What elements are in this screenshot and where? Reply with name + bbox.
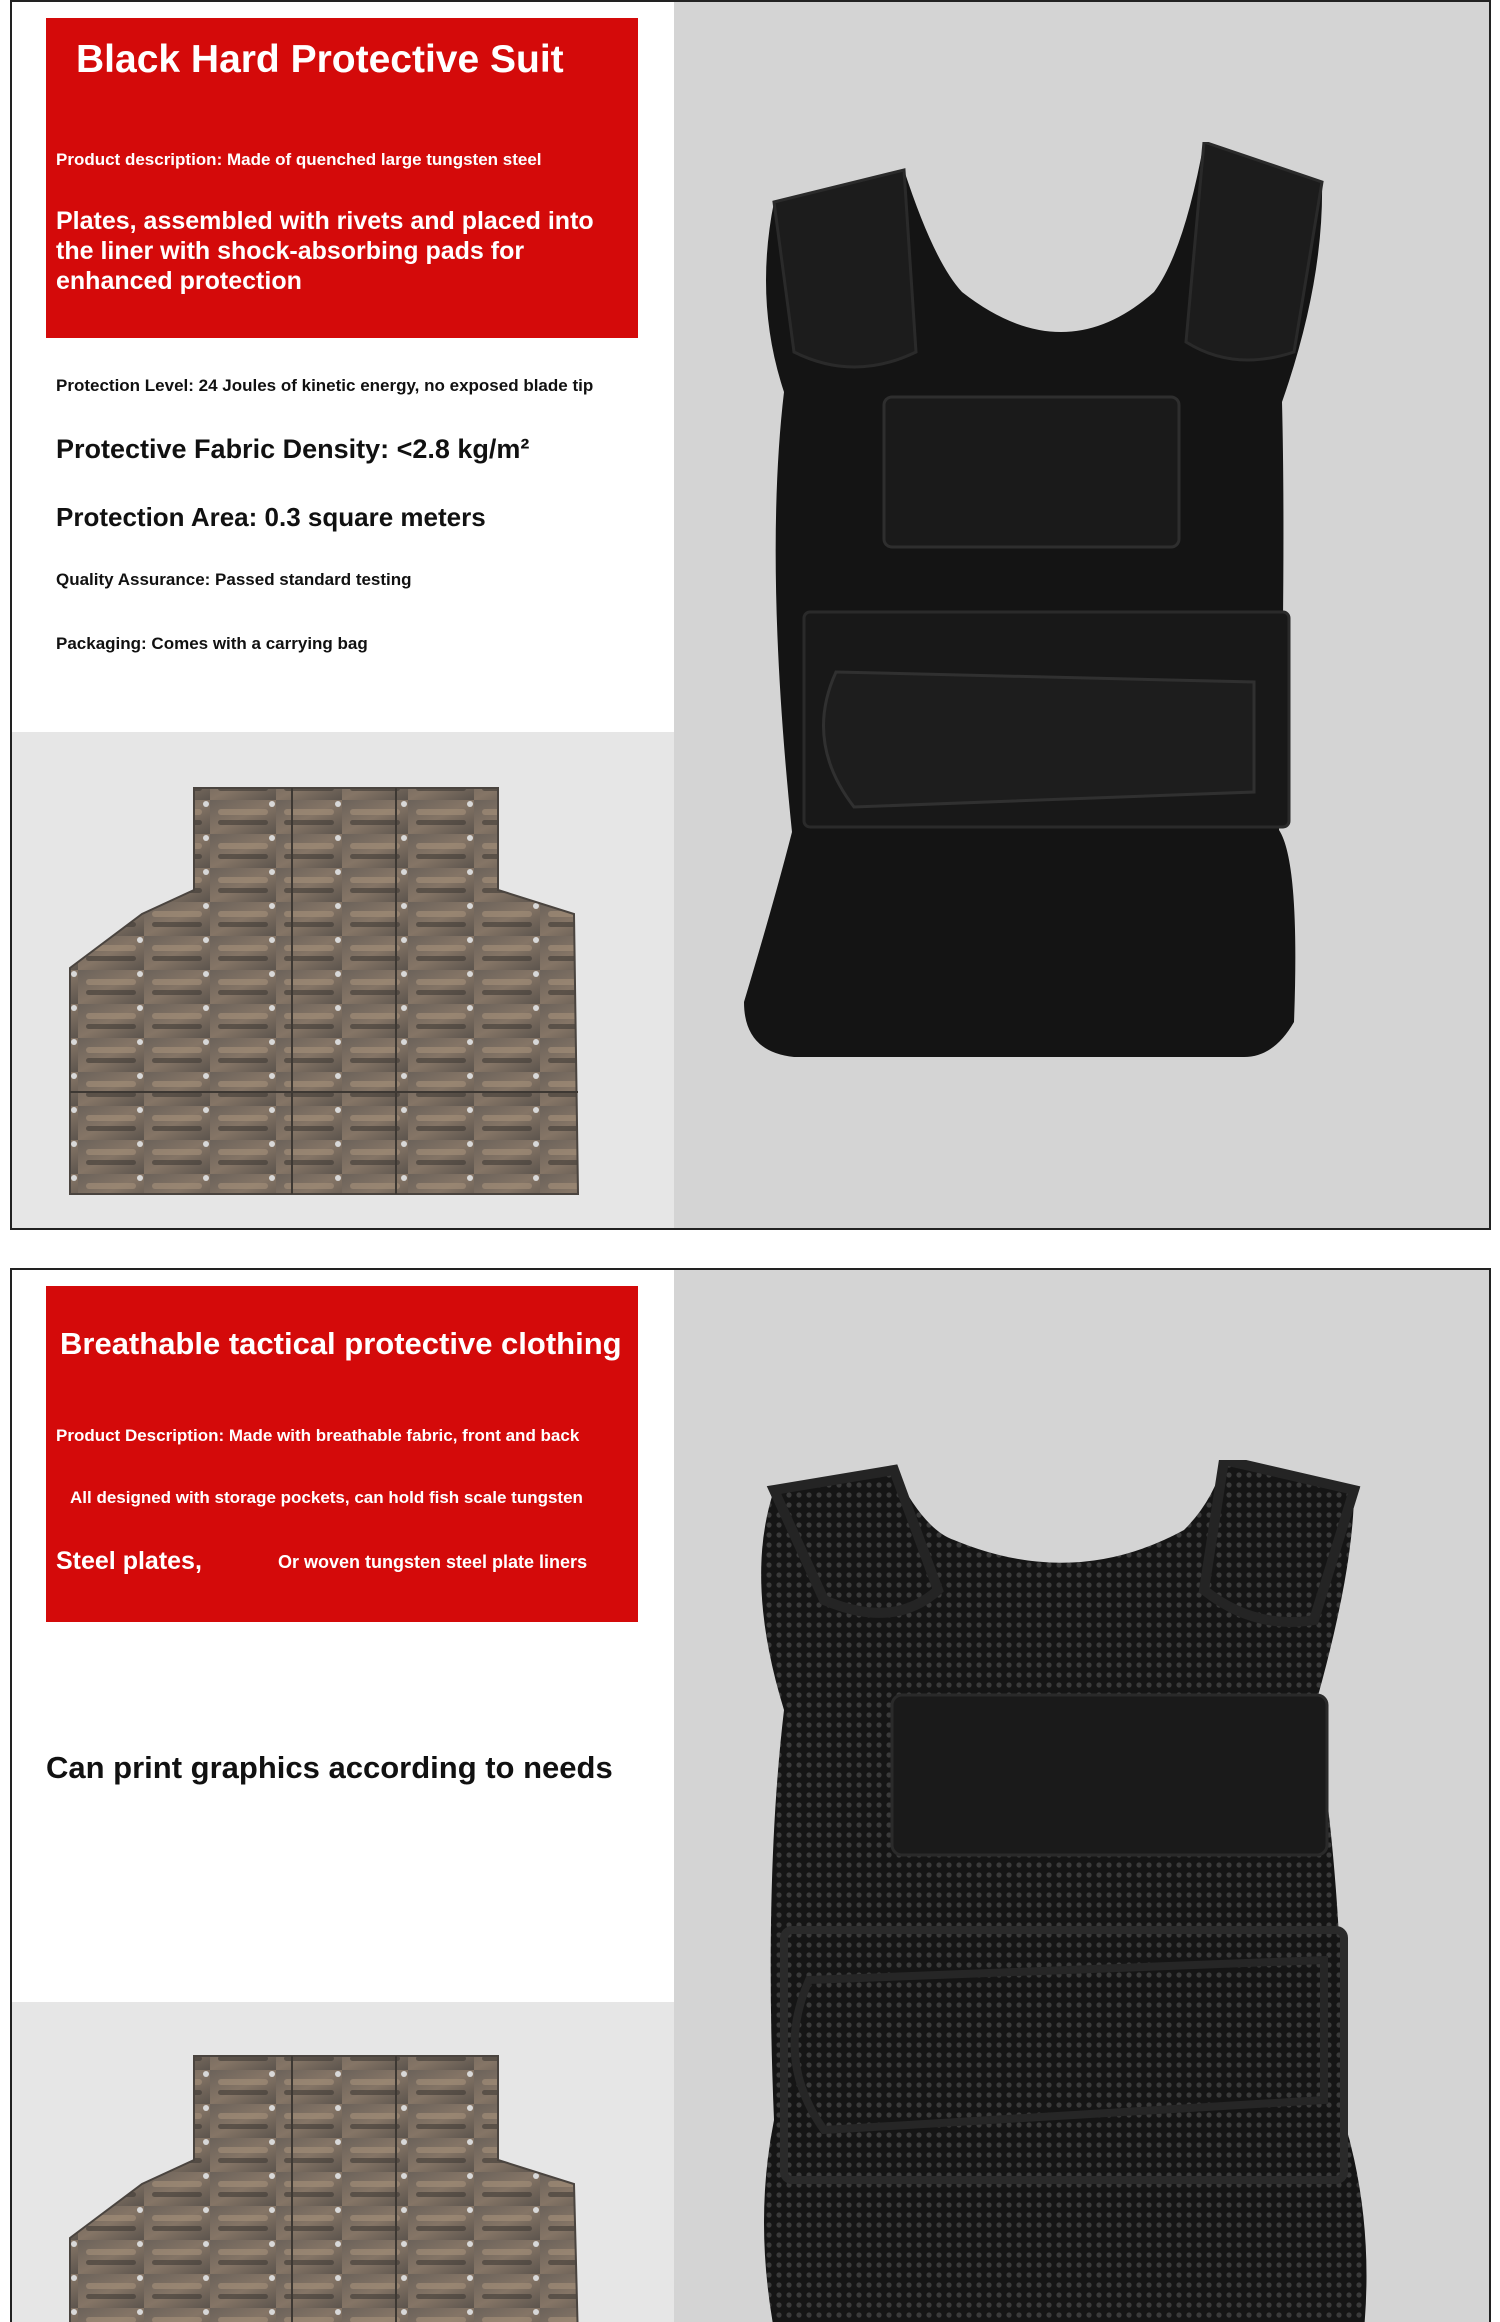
hard-suit-title: Black Hard Protective Suit (76, 38, 564, 81)
black-hard-vest-illustration (734, 142, 1424, 1082)
custom-print-note: Can print graphics according to needs (46, 1750, 613, 1785)
tungsten-plate-illustration-2 (12, 2002, 674, 2322)
spec-quality-assurance: Quality Assurance: Passed standard testing (56, 570, 412, 589)
product-panel-hard-suit (10, 0, 1491, 1230)
product-panel-breathable-suit (10, 1268, 1491, 2322)
breathable-suit-info-column (12, 1270, 674, 2322)
tungsten-plate-illustration (12, 732, 674, 1230)
spec-protection-level: Protection Level: 24 Joules of kinetic energy, no exposed blade tip (56, 376, 594, 395)
spec-protection-area: Protection Area: 0.3 square meters (56, 502, 486, 532)
hard-suit-description-line1: Product description: Made of quenched large tungsten steel (56, 150, 542, 169)
spec-packaging: Packaging: Comes with a carrying bag (56, 634, 368, 653)
hard-suit-title-banner (46, 18, 638, 338)
hard-suit-info-column (12, 2, 674, 1228)
hard-suit-photo-column (674, 2, 1489, 1228)
black-mesh-vest-illustration (714, 1460, 1434, 2322)
hard-suit-description-line2: Plates, assembled with rivets and placed into the liner with shock-absorbing pads for enhanced protection (56, 207, 594, 295)
breathable-suit-photo-column (674, 1270, 1489, 2322)
breathable-suit-description-line1: Product Description: Made with breathable fabric, front and back (56, 1426, 580, 1445)
breathable-suit-description-line3a: Steel plates, (56, 1547, 202, 1575)
breathable-suit-description-line2: All designed with storage pockets, can hold fish scale tungsten (70, 1488, 583, 1507)
breathable-suit-description-line3b: Or woven tungsten steel plate liners (278, 1552, 588, 1572)
spec-fabric-density: Protective Fabric Density: <2.8 kg/m² (56, 434, 530, 464)
tungsten-plate-photo-2 (12, 2002, 674, 2322)
breathable-suit-title: Breathable tactical protective clothing (60, 1326, 622, 1361)
tungsten-plate-photo (12, 732, 674, 1230)
breathable-suit-title-banner (46, 1286, 638, 1622)
